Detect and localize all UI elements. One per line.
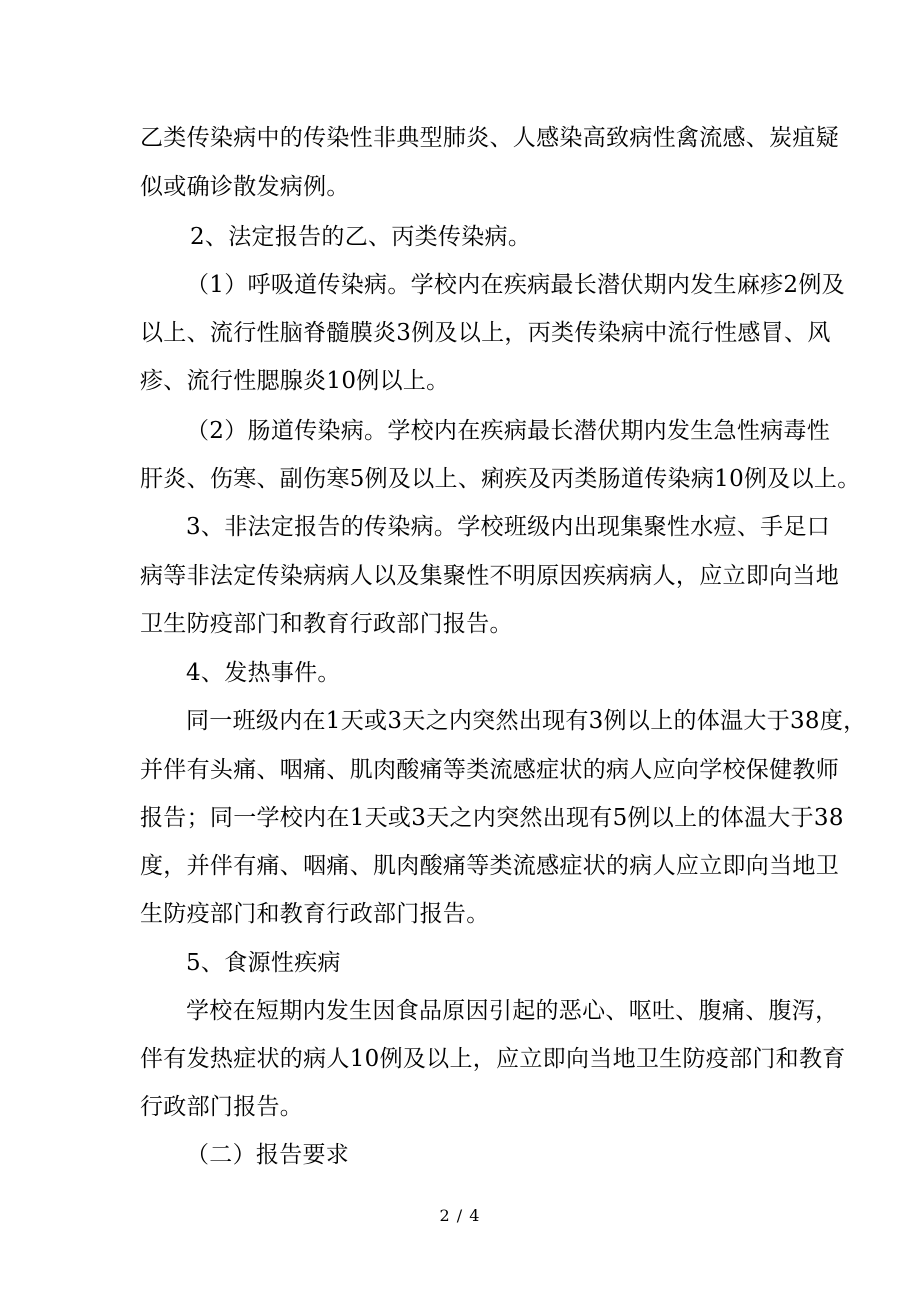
page-number: 2 / 4 <box>439 1206 481 1225</box>
text-line-21: 行政部门报告。 <box>140 1094 304 1120</box>
section-heading-4: 4、发热事件。 <box>186 660 341 686</box>
text-line-7: （2）肠道传染病。学校内在疾病最长潜伏期内发生急性病毒性 <box>186 418 831 444</box>
text-line-9: 3、非法定报告的传染病。学校班级内出现集聚性水痘、手足口 <box>186 514 831 540</box>
text-line-14: 并伴有头痛、咽痛、肌肉酸痛等类流感症状的病人应向学校保健教师 <box>140 757 839 783</box>
subsection-heading-report-requirements: （二）报告要求 <box>186 1142 350 1168</box>
text-line-8: 肝炎、伤寒、副伤寒5例及以上、痢疾及丙类肠道传染病10例及以上。 <box>140 466 861 492</box>
text-line-16: 度，并伴有痛、咽痛、肌肉酸痛等类流感症状的病人应立即向当地卫 <box>140 853 839 879</box>
text-line-2: 似或确诊散发病例。 <box>140 174 350 200</box>
section-heading-5: 5、食源性疾病 <box>186 950 341 976</box>
text-line-4: （1）呼吸道传染病。学校内在疾病最长潜伏期内发生麻疹2例及 <box>186 272 845 298</box>
section-heading-2: 2、法定报告的乙、丙类传染病。 <box>190 224 532 250</box>
text-line-13: 同一班级内在1天或3天之内突然出现有3例以上的体温大于38度， <box>186 708 867 734</box>
text-line-17: 生防疫部门和教育行政部门报告。 <box>140 901 490 927</box>
text-line-11: 卫生防疫部门和教育行政部门报告。 <box>140 611 513 637</box>
text-line-1: 乙类传染病中的传染性非典型肺炎、人感染高致病性禽流感、炭疽疑 <box>140 125 839 151</box>
text-line-5: 以上、流行性脑脊髓膜炎3例及以上，丙类传染病中流行性感冒、风 <box>140 320 831 346</box>
text-line-10: 病等非法定传染病病人以及集聚性不明原因疾病病人，应立即向当地 <box>140 563 839 589</box>
text-line-15: 报告；同一学校内在1天或3天之内突然出现有5例以上的体温大于38 <box>140 805 844 831</box>
text-line-19: 学校在短期内发生因食品原因引起的恶心、呕吐、腹痛、腹泻， <box>186 998 839 1024</box>
text-line-20: 伴有发热症状的病人10例及以上，应立即向当地卫生防疫部门和教育 <box>140 1046 846 1072</box>
text-line-6: 疹、流行性腮腺炎10例以上。 <box>140 368 450 394</box>
